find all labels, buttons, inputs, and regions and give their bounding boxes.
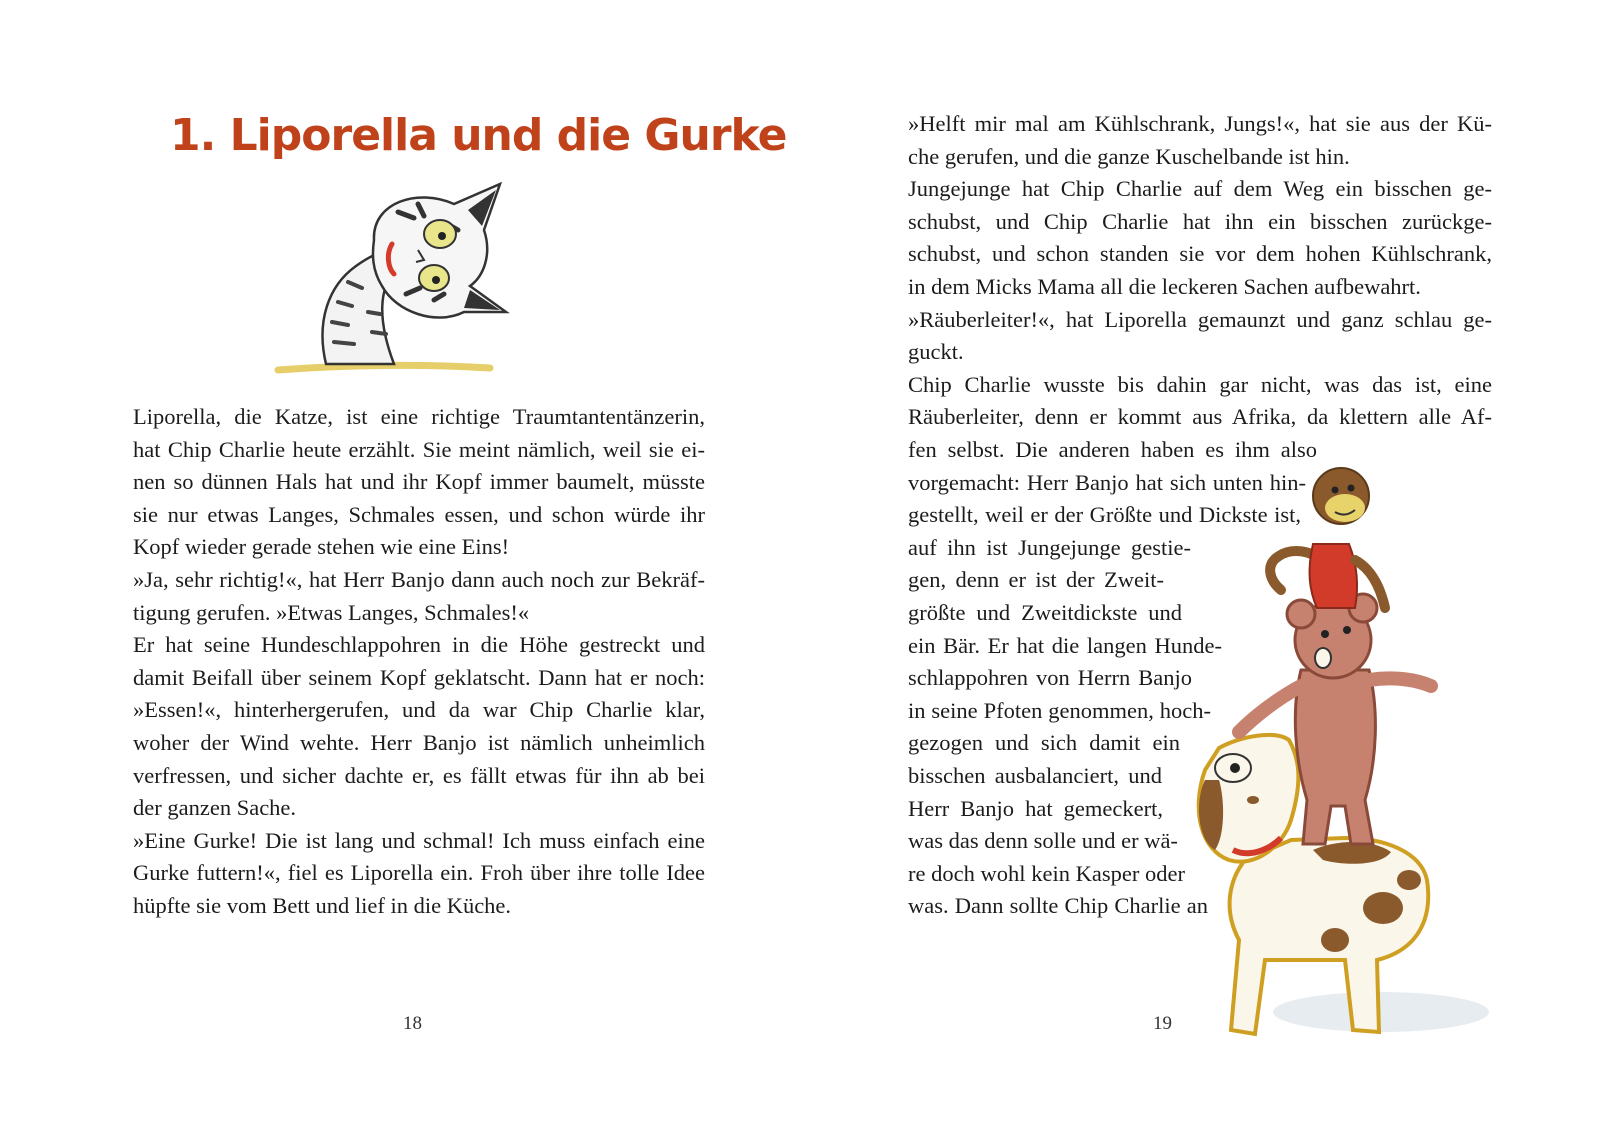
chapter-title: 1. Liporella und die Gurke <box>170 110 787 161</box>
text-line: größte und Zweitdickste und <box>908 599 1182 625</box>
text-line: Räuberleiter, denn er kommt aus Afrika, da klettern alle Af- <box>908 404 1492 430</box>
cat-illustration <box>268 182 520 378</box>
animal-stack-illustration <box>1195 440 1495 1070</box>
text-line: fen selbst. Die anderen haben es ihm also <box>908 437 1317 462</box>
page-number-left: 18 <box>403 1013 422 1034</box>
text-line: in seine Pfoten genommen, hoch- <box>908 697 1211 723</box>
text-line: »Helft mir mal am Kühlschrank, Jungs!«, hat sie aus der Kü- <box>908 111 1492 136</box>
text-line: Gurke futtern!«, fiel es Liporella ein. Froh über ihre tolle Idee <box>133 860 705 886</box>
text-line: der ganzen Sache. <box>133 795 297 821</box>
text-line: »Ja, sehr richtig!«, hat Herr Banjo dann auch noch zur Bekräf- <box>133 566 705 592</box>
text-line: woher der Wind wehte. Herr Banjo ist nämlich unheimlich <box>133 729 705 755</box>
text-line: »Räuberleiter!«, hat Liporella gemaunzt und ganz schlau ge- <box>908 306 1492 332</box>
text-line: sie nur etwas Langes, Schmales essen, und schon würde ihr <box>133 501 705 527</box>
text-line: re doch wohl kein Kasper oder <box>908 860 1185 886</box>
text-line: damit Beifall über seinem Kopf geklatscht. Dann hat er noch: <box>133 664 705 690</box>
text-line: Kopf wieder gerade stehen wie eine Eins! <box>133 534 510 560</box>
text-line: nen so dünnen Hals hat und ihr Kopf immer baumelt, müsste <box>133 469 705 495</box>
text-line: auf ihn ist Jungejunge gestie- <box>908 534 1191 560</box>
body-text-right-top <box>908 108 1492 434</box>
text-line: »Eine Gurke! Die ist lang und schmal! Ich muss einfach eine <box>133 827 705 853</box>
right-page <box>800 0 1600 1129</box>
text-line: hat Chip Charlie heute erzählt. Sie meint nämlich, weil sie ei- <box>133 436 705 462</box>
text-line: tigung gerufen. »Etwas Langes, Schmales!« <box>133 599 530 625</box>
body-text-left <box>133 401 705 923</box>
text-line: in dem Micks Mama all die leckeren Sachen aufbewahrt. <box>908 273 1421 299</box>
text-line: »Essen!«, hinterhergerufen, und da war Chip Charlie klar, <box>133 697 705 723</box>
text-line: Liporella, die Katze, ist eine richtige Traumtantentänzerin, <box>133 404 705 429</box>
text-line: Er hat seine Hundeschlappohren in die Höhe gestreckt und <box>133 632 705 658</box>
text-line: hüpfte sie vom Bett und lief in die Küche. <box>133 892 512 918</box>
text-line: ein Bär. Er hat die langen Hunde- <box>908 632 1222 658</box>
text-line: was das denn solle und er wä- <box>908 828 1178 854</box>
text-line: Herr Banjo hat gemeckert, <box>908 795 1163 821</box>
text-line: verfressen, und sicher dachte er, es fällt etwas für ihn ab bei <box>133 762 705 788</box>
text-line: gezogen und sich damit ein <box>908 730 1180 756</box>
text-line: che gerufen, und die ganze Kuschelbande ist hin. <box>908 143 1350 169</box>
text-line: bisschen ausbalanciert, und <box>908 762 1162 788</box>
text-line: guckt. <box>908 339 964 365</box>
text-line: schlappohren von Herrn Banjo <box>908 665 1192 691</box>
text-line: gen, denn er ist der Zweit- <box>908 567 1164 593</box>
text-line: schubst, und Chip Charlie hat ihn ein bisschen zurückge- <box>908 208 1492 234</box>
text-line: vorgemacht: Herr Banjo hat sich unten hin- <box>908 469 1306 495</box>
text-line: Chip Charlie wusste bis dahin gar nicht, was das ist, eine <box>908 371 1492 397</box>
text-line: Jungejunge hat Chip Charlie auf dem Weg ein bisschen ge- <box>908 176 1492 202</box>
text-line: schubst, und schon standen sie vor dem hohen Kühlschrank, <box>908 241 1492 267</box>
page-number-right: 19 <box>1153 1013 1172 1034</box>
text-line: gestellt, weil er der Größte und Dickste ist, <box>908 502 1301 528</box>
text-line: was. Dann sollte Chip Charlie an <box>908 893 1208 919</box>
